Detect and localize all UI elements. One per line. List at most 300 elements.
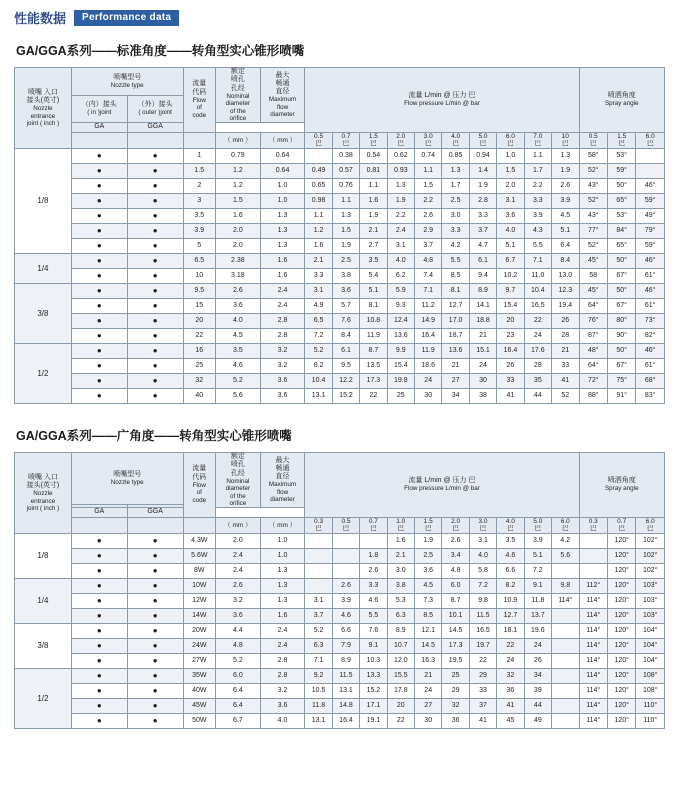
cell-flow-code: 4.3W [183, 534, 215, 549]
cell-flow-code: 2 [183, 179, 215, 194]
header2-bar-3: 1.0 巴 [387, 517, 414, 533]
cell-spray-angle-0: 114° [579, 594, 607, 609]
header-unit-mm-nominal: （ mm ） [216, 132, 261, 148]
cell-flow-4: 12.1 [415, 624, 442, 639]
cell-spray-angle-2: 46° [636, 284, 665, 299]
cell-flow-4: 3.6 [415, 564, 442, 579]
cell-flow-6: 29 [469, 669, 496, 684]
cell-flow-5: 0.85 [442, 149, 469, 164]
header2-units-row [15, 517, 665, 533]
cell-flow-5: 3.4 [442, 549, 469, 564]
cell-ga-mark: ● [71, 699, 127, 714]
cell-nominal-diameter: 3.18 [216, 269, 261, 284]
cell-flow-9 [552, 564, 580, 579]
cell-flow-0: 7.2 [305, 329, 332, 344]
header2-nominal-diameter: 额定 喷孔 孔经 Nominal diameter of the orifice [216, 453, 261, 508]
cell-flow-9: 4.2 [552, 534, 580, 549]
cell-nominal-diameter: 4.8 [216, 639, 261, 654]
table-row [15, 239, 665, 254]
cell-flow-7: 36 [497, 684, 524, 699]
cell-spray-angle-0: 114° [579, 639, 607, 654]
cell-spray-angle-2: 104° [636, 639, 665, 654]
cell-flow-4: 4.5 [415, 579, 442, 594]
section-1-title: GA/GGA系列——标准角度——转角型实心锥形喷嘴 [16, 44, 305, 58]
cell-flow-2: 2.6 [360, 564, 387, 579]
cell-flow-8: 3.3 [524, 194, 551, 209]
table-row [15, 179, 665, 194]
table-row [15, 654, 665, 669]
cell-spray-angle-2 [636, 164, 665, 179]
cell-spray-angle-1: 120° [607, 549, 635, 564]
cell-flow-5: 8.1 [442, 284, 469, 299]
cell-flow-9 [552, 684, 580, 699]
table-row [15, 254, 665, 269]
cell-ga-mark: ● [71, 344, 127, 359]
cell-flow-5: 19.5 [442, 654, 469, 669]
cell-ga-mark: ● [71, 179, 127, 194]
section-2-title: GA/GGA系列——广角度——转角型实心锥形喷嘴 [16, 429, 292, 443]
cell-ga-mark: ● [71, 164, 127, 179]
cell-flow-2: 10.3 [360, 654, 387, 669]
cell-flow-4: 1.1 [415, 164, 442, 179]
cell-flow-9 [552, 609, 580, 624]
cell-nominal-diameter: 2.6 [216, 579, 261, 594]
cell-spray-angle-1: 53° [607, 149, 635, 164]
cell-flow-4: 2.6 [415, 209, 442, 224]
cell-flow-8: 28 [524, 359, 551, 374]
cell-flow-1 [332, 549, 359, 564]
cell-ga-mark: ● [71, 564, 127, 579]
cell-spray-angle-2: 73° [636, 314, 665, 329]
cell-gga-mark: ● [127, 609, 183, 624]
cell-spray-angle-2: 110° [636, 699, 665, 714]
cell-flow-4: 30 [415, 389, 442, 404]
cell-spray-angle-0: 64° [579, 359, 607, 374]
cell-gga-mark: ● [127, 579, 183, 594]
cell-ga-mark: ● [71, 714, 127, 729]
header2-bar-9: 6.0 巴 [552, 517, 580, 533]
cell-flow-5: 3.0 [442, 209, 469, 224]
cell-flow-4: 7.4 [415, 269, 442, 284]
cell-flow-5: 2.5 [442, 194, 469, 209]
cell-flow-9: 1.3 [552, 149, 580, 164]
cell-gga-mark: ● [127, 654, 183, 669]
cell-spray-angle-1: 50° [607, 344, 635, 359]
cell-flow-5: 4.2 [442, 239, 469, 254]
cell-flow-3: 20 [387, 699, 414, 714]
cell-flow-6: 5.8 [469, 564, 496, 579]
cell-flow-3: 6.2 [387, 269, 414, 284]
cell-gga-mark: ● [127, 299, 183, 314]
cell-nominal-diameter: 5.2 [216, 374, 261, 389]
cell-flow-2 [360, 534, 387, 549]
cell-ga-mark: ● [71, 654, 127, 669]
cell-nominal-diameter: 6.4 [216, 699, 261, 714]
cell-spray-angle-1: 120° [607, 714, 635, 729]
header2-spray-angle: 喷洒角度 Spray angle [579, 453, 664, 518]
cell-spray-angle-1: 67° [607, 299, 635, 314]
cell-flow-1: 6.1 [332, 344, 359, 359]
cell-gga-mark: ● [127, 179, 183, 194]
cell-flow-1: 8.9 [332, 654, 359, 669]
cell-flow-5: 36 [442, 714, 469, 729]
cell-flow-3: 9.9 [387, 344, 414, 359]
cell-spray-angle-2: 61° [636, 299, 665, 314]
cell-ga-mark: ● [71, 224, 127, 239]
cell-nominal-diameter: 3.6 [216, 609, 261, 624]
cell-flow-code: 15 [183, 299, 215, 314]
cell-spray-angle-2: 102° [636, 564, 665, 579]
cell-flow-7: 16.4 [497, 344, 524, 359]
cell-flow-5: 34 [442, 389, 469, 404]
cell-ga-mark: ● [71, 594, 127, 609]
cell-flow-3: 15.4 [387, 359, 414, 374]
table-row [15, 314, 665, 329]
cell-flow-code: 1.5 [183, 164, 215, 179]
cell-gga-mark: ● [127, 534, 183, 549]
cell-gga-mark: ● [127, 224, 183, 239]
cell-flow-6: 9.4 [469, 269, 496, 284]
cell-spray-angle-1: 120° [607, 639, 635, 654]
header2-bar-6: 3.0 巴 [469, 517, 496, 533]
cell-spray-angle-0: 114° [579, 714, 607, 729]
cell-flow-8: 44 [524, 389, 551, 404]
cell-max-flow-diameter: 2.8 [260, 329, 305, 344]
cell-flow-0: 1.2 [305, 224, 332, 239]
cell-flow-1: 9.5 [332, 359, 359, 374]
cell-flow-6: 0.94 [469, 149, 496, 164]
cell-flow-3: 1.6 [387, 534, 414, 549]
cell-flow-1: 15.2 [332, 389, 359, 404]
cell-flow-1: 1.5 [332, 224, 359, 239]
table-row [15, 269, 665, 284]
cell-flow-code: 27W [183, 654, 215, 669]
cell-flow-6: 38 [469, 389, 496, 404]
cell-flow-4: 27 [415, 699, 442, 714]
cell-max-flow-diameter: 1.3 [260, 594, 305, 609]
cell-flow-2: 9.1 [360, 639, 387, 654]
table-row [15, 359, 665, 374]
cell-nominal-diameter: 1.5 [216, 194, 261, 209]
cell-flow-3: 5.3 [387, 594, 414, 609]
table-row [15, 374, 665, 389]
cell-flow-8: 22 [524, 314, 551, 329]
cell-flow-9: 3.9 [552, 194, 580, 209]
cell-spray-angle-1: 80° [607, 314, 635, 329]
cell-ga-mark: ● [71, 609, 127, 624]
cell-nominal-diameter: 2.6 [216, 284, 261, 299]
cell-flow-7: 12.7 [497, 609, 524, 624]
header2-angle-bar-1: 0.7 巴 [607, 517, 635, 533]
cell-spray-angle-2: 79° [636, 224, 665, 239]
cell-flow-code: 10W [183, 579, 215, 594]
cell-nominal-diameter: 3.5 [216, 344, 261, 359]
cell-flow-4: 24 [415, 374, 442, 389]
cell-flow-8: 10.4 [524, 284, 551, 299]
cell-flow-7: 3.5 [497, 534, 524, 549]
cell-flow-2: 0.54 [360, 149, 387, 164]
performance-data-page [0, 8, 679, 729]
cell-flow-6: 3.3 [469, 209, 496, 224]
cell-max-flow-diameter: 3.2 [260, 684, 305, 699]
header-inner-joint: （内）接头 ( in )joint [71, 95, 127, 123]
cell-flow-9: 9.8 [552, 579, 580, 594]
cell-flow-4: 11.9 [415, 344, 442, 359]
cell-flow-0: 13.1 [305, 389, 332, 404]
cell-flow-3: 9.3 [387, 299, 414, 314]
table-body-standard [15, 149, 665, 404]
cell-flow-4: 24 [415, 684, 442, 699]
cell-flow-0: 0.65 [305, 179, 332, 194]
cell-gga-mark: ● [127, 209, 183, 224]
cell-flow-9: 52 [552, 389, 580, 404]
header2-bar-4: 1.5 巴 [415, 517, 442, 533]
cell-flow-1: 0.57 [332, 164, 359, 179]
cell-spray-angle-2: 46° [636, 254, 665, 269]
table-header [15, 68, 665, 149]
cell-spray-angle-2: 102° [636, 549, 665, 564]
cell-flow-1: 0.38 [332, 149, 359, 164]
cell-spray-angle-2: 103° [636, 609, 665, 624]
cell-flow-1: 1.9 [332, 239, 359, 254]
header-bar-9: 10 巴 [552, 132, 580, 148]
cell-flow-3: 1.3 [387, 179, 414, 194]
cell-max-flow-diameter: 1.3 [260, 209, 305, 224]
cell-max-flow-diameter: 1.0 [260, 194, 305, 209]
cell-max-flow-diameter: 1.6 [260, 254, 305, 269]
cell-spray-angle-0 [579, 564, 607, 579]
cell-flow-4: 3.7 [415, 239, 442, 254]
cell-ga-mark: ● [71, 389, 127, 404]
cell-flow-9: 5.6 [552, 549, 580, 564]
cell-spray-angle-0: 43° [579, 179, 607, 194]
cell-flow-9 [552, 699, 580, 714]
cell-flow-2: 13.5 [360, 359, 387, 374]
header2-nozzle-type: 喷嘴型号 Nozzle type [71, 453, 183, 505]
header2-flow-pressure: 流量 L/min @ 压力 巴 Flow pressure L/min @ bar [305, 453, 579, 518]
header2-bar-2: 0.7 巴 [360, 517, 387, 533]
cell-flow-8: 1.1 [524, 149, 551, 164]
cell-flow-9: 4.5 [552, 209, 580, 224]
cell-flow-3: 4.0 [387, 254, 414, 269]
cell-flow-2: 3.5 [360, 254, 387, 269]
cell-flow-2: 5.4 [360, 269, 387, 284]
cell-flow-7: 24 [497, 654, 524, 669]
cell-gga-mark: ● [127, 284, 183, 299]
cell-flow-code: 16 [183, 344, 215, 359]
cell-spray-angle-1: 120° [607, 564, 635, 579]
cell-flow-9: 12.3 [552, 284, 580, 299]
header-angle-bar-1: 1.5 巴 [607, 132, 635, 148]
cell-spray-angle-0: 88° [579, 389, 607, 404]
cell-flow-7: 5.1 [497, 239, 524, 254]
cell-gga-mark: ● [127, 699, 183, 714]
cell-gga-mark: ● [127, 314, 183, 329]
cell-flow-8: 13.7 [524, 609, 551, 624]
cell-flow-0: 10.5 [305, 684, 332, 699]
cell-flow-9: 41 [552, 374, 580, 389]
row-group-entrance-joint: 1/2 [15, 669, 72, 729]
cell-flow-6: 41 [469, 714, 496, 729]
header2-code-blank [183, 517, 215, 533]
table-row [15, 194, 665, 209]
cell-flow-5: 1.7 [442, 179, 469, 194]
cell-nominal-diameter: 1.6 [216, 209, 261, 224]
cell-max-flow-diameter: 1.3 [260, 239, 305, 254]
cell-flow-6: 1.4 [469, 164, 496, 179]
cell-flow-1: 5.7 [332, 299, 359, 314]
cell-flow-2: 1.6 [360, 194, 387, 209]
cell-flow-code: 14W [183, 609, 215, 624]
cell-spray-angle-1: 50° [607, 254, 635, 269]
cell-flow-2: 5.1 [360, 284, 387, 299]
cell-flow-3: 0.93 [387, 164, 414, 179]
cell-spray-angle-0: 112° [579, 579, 607, 594]
cell-spray-angle-0: 43° [579, 209, 607, 224]
cell-nominal-diameter: 3.6 [216, 299, 261, 314]
cell-flow-1: 1.1 [332, 194, 359, 209]
cell-gga-mark: ● [127, 194, 183, 209]
cell-flow-3: 10.7 [387, 639, 414, 654]
cell-spray-angle-2: 108° [636, 669, 665, 684]
cell-flow-7: 4.0 [497, 224, 524, 239]
table-header-2 [15, 453, 665, 534]
cell-flow-8: 5.1 [524, 549, 551, 564]
cell-gga-mark: ● [127, 549, 183, 564]
cell-flow-5: 17.3 [442, 639, 469, 654]
header-bar-0: 0.5 巴 [305, 132, 332, 148]
cell-ga-mark: ● [71, 374, 127, 389]
cell-flow-4: 2.2 [415, 194, 442, 209]
table-row [15, 684, 665, 699]
spec-table-standard-angle [14, 67, 665, 404]
cell-flow-0: 3.1 [305, 594, 332, 609]
cell-flow-1: 2.5 [332, 254, 359, 269]
spec-table-wide-angle [14, 452, 665, 729]
cell-nominal-diameter: 5.2 [216, 654, 261, 669]
cell-flow-4: 16.4 [415, 329, 442, 344]
cell-flow-4: 8.5 [415, 609, 442, 624]
cell-flow-1: 3.6 [332, 284, 359, 299]
cell-gga-mark: ● [127, 254, 183, 269]
cell-flow-0: 6.5 [305, 314, 332, 329]
cell-nominal-diameter: 2.4 [216, 564, 261, 579]
cell-flow-1: 11.5 [332, 669, 359, 684]
cell-spray-angle-1: 120° [607, 579, 635, 594]
cell-flow-0: 3.7 [305, 609, 332, 624]
cell-flow-1: 13.1 [332, 684, 359, 699]
cell-flow-0: 3.3 [305, 269, 332, 284]
header-outer-joint: （外）接头 ( outer )joint [127, 95, 183, 123]
cell-flow-9: 19.4 [552, 299, 580, 314]
cell-flow-2: 22 [360, 389, 387, 404]
cell-flow-6: 37 [469, 699, 496, 714]
table-row [15, 329, 665, 344]
cell-max-flow-diameter: 1.0 [260, 179, 305, 194]
cell-ga-mark: ● [71, 284, 127, 299]
cell-flow-7: 22 [497, 639, 524, 654]
cell-spray-angle-0: 114° [579, 699, 607, 714]
header2-bar-0: 0.3 巴 [305, 517, 332, 533]
cell-spray-angle-2: 59° [636, 239, 665, 254]
cell-flow-5: 5.5 [442, 254, 469, 269]
cell-spray-angle-0: 114° [579, 609, 607, 624]
cell-flow-6: 2.8 [469, 194, 496, 209]
cell-flow-6: 1.9 [469, 179, 496, 194]
cell-flow-3: 0.62 [387, 149, 414, 164]
cell-spray-angle-1: 65° [607, 239, 635, 254]
cell-spray-angle-1: 120° [607, 594, 635, 609]
table-row [15, 149, 665, 164]
cell-spray-angle-1: 120° [607, 684, 635, 699]
cell-spray-angle-0: 52° [579, 164, 607, 179]
cell-flow-7: 1.5 [497, 164, 524, 179]
header-bar-1: 0.7 巴 [332, 132, 359, 148]
cell-flow-0: 2.1 [305, 254, 332, 269]
cell-gga-mark: ● [127, 564, 183, 579]
cell-flow-0: 3.1 [305, 284, 332, 299]
cell-flow-8: 17.6 [524, 344, 551, 359]
cell-flow-7: 10.2 [497, 269, 524, 284]
cell-flow-7: 41 [497, 389, 524, 404]
cell-spray-angle-2: 104° [636, 624, 665, 639]
cell-max-flow-diameter: 3.6 [260, 374, 305, 389]
cell-flow-8: 2.2 [524, 179, 551, 194]
cell-nominal-diameter: 3.2 [216, 594, 261, 609]
cell-spray-angle-1: 120° [607, 699, 635, 714]
cell-flow-6: 6.1 [469, 254, 496, 269]
cell-flow-8: 19.6 [524, 624, 551, 639]
cell-flow-1: 16.4 [332, 714, 359, 729]
cell-max-flow-diameter: 2.8 [260, 654, 305, 669]
cell-max-flow-diameter: 3.6 [260, 699, 305, 714]
cell-flow-3: 5.9 [387, 284, 414, 299]
cell-flow-1: 2.6 [332, 579, 359, 594]
cell-flow-7: 6.6 [497, 564, 524, 579]
cell-flow-1: 12.2 [332, 374, 359, 389]
cell-spray-angle-0: 72° [579, 374, 607, 389]
cell-flow-6: 3.7 [469, 224, 496, 239]
header-nozzle-type: 喷嘴型号 Nozzle type [71, 68, 183, 96]
cell-flow-7: 26 [497, 359, 524, 374]
table-row [15, 609, 665, 624]
header-angle-bar-2: 6.0 巴 [636, 132, 665, 148]
cell-flow-9: 5.1 [552, 224, 580, 239]
cell-spray-angle-0: 58° [579, 149, 607, 164]
header-spray-angle: 喷洒角度 Spray angle [579, 68, 664, 133]
cell-spray-angle-0: 58 [579, 269, 607, 284]
cell-nominal-diameter: 5.6 [216, 389, 261, 404]
cell-flow-code: 5 [183, 239, 215, 254]
cell-flow-6: 33 [469, 684, 496, 699]
cell-flow-8: 11.8 [524, 594, 551, 609]
cell-flow-5: 2.6 [442, 534, 469, 549]
cell-gga-mark: ● [127, 714, 183, 729]
cell-spray-angle-0: 64° [579, 299, 607, 314]
cell-max-flow-diameter: 3.2 [260, 359, 305, 374]
cell-nominal-diameter: 6.7 [216, 714, 261, 729]
cell-flow-8: 49 [524, 714, 551, 729]
row-group-entrance-joint: 3/8 [15, 624, 72, 669]
cell-nominal-diameter: 4.0 [216, 314, 261, 329]
cell-spray-angle-1: 84° [607, 224, 635, 239]
cell-spray-angle-1: 120° [607, 654, 635, 669]
cell-spray-angle-2: 104° [636, 654, 665, 669]
cell-flow-4: 11.2 [415, 299, 442, 314]
cell-flow-4: 16.3 [415, 654, 442, 669]
cell-flow-7: 8.2 [497, 579, 524, 594]
cell-flow-code: 35W [183, 669, 215, 684]
